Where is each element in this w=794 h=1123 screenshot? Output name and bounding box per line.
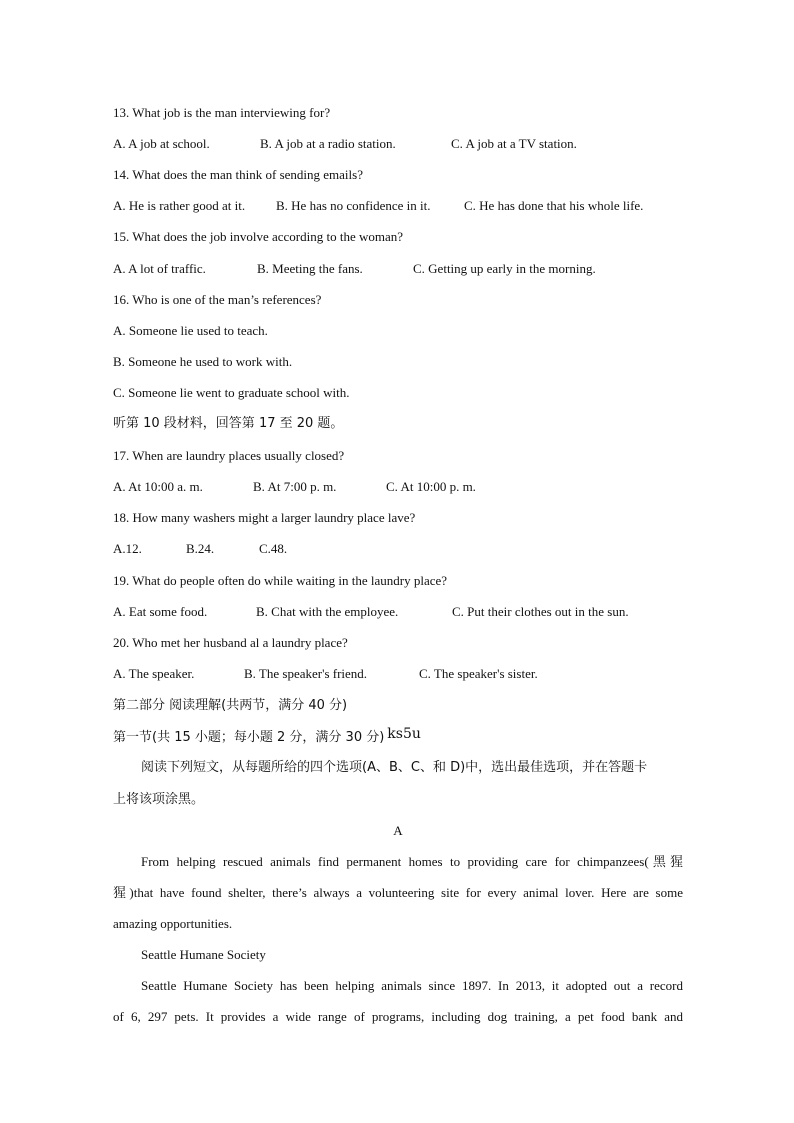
option-a: A. The speaker. — [113, 666, 195, 681]
passage-line: amazing opportunities. — [113, 916, 233, 931]
option-c: C. A job at a TV station. — [451, 136, 577, 151]
option-a: A. A lot of traffic. — [113, 261, 206, 276]
question-16: 16. Who is one of the man’s references? — [113, 292, 322, 307]
option-c: C. The speaker's sister. — [419, 666, 538, 681]
option-b: B. Someone he used to work with. — [113, 354, 293, 369]
option-a: A. A job at school. — [113, 136, 210, 151]
part-heading: 第二部分 阅读理解(共两节，满分 40 分) — [113, 698, 348, 713]
option-c: C.48. — [259, 541, 288, 556]
watermark-text: ks5u — [387, 726, 421, 742]
question-18: 18. How many washers might a larger laundry place lave? — [113, 510, 416, 525]
option-c: C. He has done that his whole life. — [464, 198, 644, 213]
instruction-line: 阅读下列短文，从每题所给的四个选项(A、B、C、和 D)中，选出最佳选项，并在答题卡 — [141, 760, 648, 775]
option-b: B. Chat with the employee. — [256, 604, 399, 619]
option-a: A. Someone lie used to teach. — [113, 323, 268, 338]
option-b: B.24. — [186, 541, 215, 556]
passage-line: 猩)that have found shelter, there’s always a volunteering site for every animal lover. Here are some — [113, 885, 683, 900]
instruction-line: 上将该项涂黑。 — [113, 792, 205, 807]
option-c: C. Getting up early in the morning. — [413, 261, 596, 276]
option-b: B. A job at a radio station. — [260, 136, 396, 151]
question-15: 15. What does the job involve according to the woman? — [113, 229, 404, 244]
question-19: 19. What do people often do while waiting in the laundry place? — [113, 573, 448, 588]
option-a: A.12. — [113, 541, 142, 556]
question-14: 14. What does the man think of sending emails? — [113, 167, 363, 182]
option-a: A. At 10:00 a. m. — [113, 479, 203, 494]
option-c: C. At 10:00 p. m. — [386, 479, 476, 494]
question-20: 20. Who met her husband al a laundry place? — [113, 635, 348, 650]
option-c: C. Put their clothes out in the sun. — [452, 604, 629, 619]
option-b: B. At 7:00 p. m. — [253, 479, 337, 494]
question-13: 13. What job is the man interviewing for? — [113, 105, 331, 120]
option-b: B. He has no confidence in it. — [276, 198, 431, 213]
passage-line: Seattle Humane Society has been helping animals since 1897. In 2013, it adopted out a record — [141, 978, 683, 993]
section-title: 第一节(共 15 小题；每小题 2 分，满分 30 分) — [113, 730, 385, 745]
option-b: B. Meeting the fans. — [257, 261, 363, 276]
passage-line: of 6, 297 pets. It provides a wide range of programs, including dog training, a pet food bank and — [113, 1009, 683, 1024]
passage-line: From helping rescued animals find permanent homes to providing care for chimpanzees(黑猩 — [141, 854, 683, 869]
passage-subheading: Seattle Humane Society — [141, 947, 266, 962]
question-17: 17. When are laundry places usually closed? — [113, 448, 345, 463]
option-a: A. Eat some food. — [113, 604, 208, 619]
passage-letter: A — [393, 823, 403, 838]
section-heading — [113, 727, 683, 748]
option-a: A. He is rather good at it. — [113, 198, 246, 213]
option-c: C. Someone lie went to graduate school with. — [113, 385, 350, 400]
section-heading: 听第 10 段材料，回答第 17 至 20 题。 — [113, 416, 344, 431]
option-b: B. The speaker's friend. — [244, 666, 368, 681]
